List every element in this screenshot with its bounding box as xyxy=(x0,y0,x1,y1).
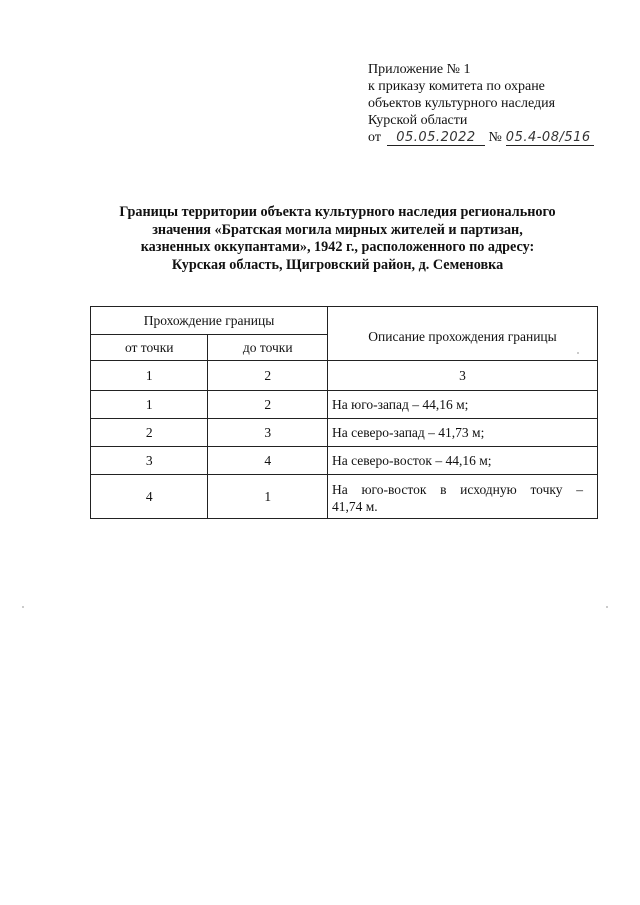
row-description: На северо-запад – 41,73 м; xyxy=(328,419,598,447)
table-row xyxy=(91,391,598,419)
column-number-1: 1 xyxy=(91,361,208,391)
row-from-point: 3 xyxy=(91,447,208,475)
description-word: На xyxy=(332,482,348,497)
order-date-field xyxy=(387,130,485,146)
row-from-point: 4 xyxy=(91,475,208,519)
scan-speck xyxy=(22,606,24,608)
scan-speck xyxy=(577,352,579,354)
row-to-point: 2 xyxy=(208,391,328,419)
row-description: На юго-запад – 44,16 м; xyxy=(328,391,598,419)
appendix-header xyxy=(368,61,618,146)
title-line-2: значения «Братская могила мирных жителей и партизан, xyxy=(152,221,523,238)
row-from-point: 2 xyxy=(91,419,208,447)
description-word: юго-восток xyxy=(361,482,427,497)
number-label: № xyxy=(488,130,502,145)
boundary-table xyxy=(90,306,598,519)
appendix-committee-line: объектов культурного наследия xyxy=(368,96,556,111)
title-line-3: казненных оккупантами», 1942 г., расположенного по адресу: xyxy=(140,239,535,255)
row-to-point: 1 xyxy=(208,475,328,519)
column-number-2: 2 xyxy=(208,361,328,391)
document-title xyxy=(60,204,615,274)
table-numbering-row xyxy=(91,361,598,391)
order-number-field xyxy=(506,130,594,146)
appendix-number: Приложение № 1 xyxy=(368,62,471,77)
header-from-point: от точки xyxy=(91,335,208,361)
row-to-point: 3 xyxy=(208,419,328,447)
table-row xyxy=(91,475,598,519)
table-row xyxy=(91,419,598,447)
order-date-handwritten: 05.05.2022 xyxy=(396,130,476,145)
table-header-row xyxy=(91,307,598,335)
table-row xyxy=(91,447,598,475)
header-boundary-passage: Прохождение границы xyxy=(91,307,328,335)
from-label: от xyxy=(368,130,381,145)
description-word: точку xyxy=(530,482,563,497)
header-boundary-description: Описание прохождения границы xyxy=(328,307,598,361)
row-to-point: 4 xyxy=(208,447,328,475)
row-description-line-1 xyxy=(332,481,583,498)
description-word: в xyxy=(440,482,447,497)
row-description xyxy=(328,475,598,519)
title-line-4: Курская область, Щигровский район, д. Семеновка xyxy=(171,256,504,273)
column-number-3: 3 xyxy=(328,361,598,391)
header-to-point: до точки xyxy=(208,335,328,361)
title-line-1: Границы территории объекта культурного наследия регионального xyxy=(119,204,556,220)
appendix-region-line: Курской области xyxy=(368,113,468,128)
description-word: – xyxy=(576,482,583,497)
description-word: исходную xyxy=(460,482,517,497)
order-number-handwritten: 05.4-08/516 xyxy=(505,130,591,145)
appendix-order-line: к приказу комитета по охране xyxy=(368,79,545,94)
order-date-number-line xyxy=(368,129,618,146)
row-from-point: 1 xyxy=(91,391,208,419)
row-description-line-2: 41,74 м. xyxy=(332,499,378,514)
scan-speck xyxy=(606,606,608,608)
row-description: На северо-восток – 44,16 м; xyxy=(328,447,598,475)
